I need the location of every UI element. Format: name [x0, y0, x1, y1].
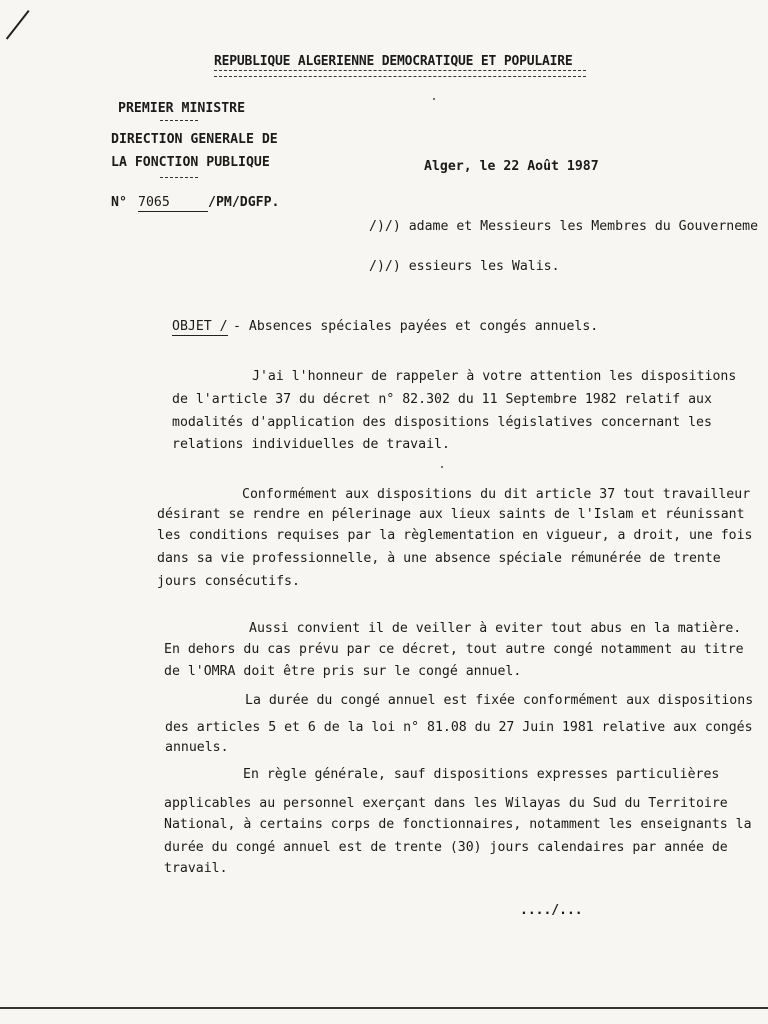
object-label: OBJET / — [172, 319, 228, 334]
paragraph-line: de l'OMRA doit être pris sur le congé annuel. — [164, 664, 522, 679]
paragraph-line: travail. — [164, 861, 228, 876]
paragraph-line: dans sa vie professionnelle, à une absence spéciale rémunérée de trente — [157, 551, 721, 566]
paragraph-line: de l'article 37 du décret n° 82.302 du 11 Septembre 1982 relatif aux — [172, 392, 712, 407]
paragraph-line: J'ai l'honneur de rappeler à votre attention les dispositions — [252, 369, 737, 384]
scan-speck — [433, 98, 435, 100]
place-date: Alger, le 22 Août 1987 — [424, 159, 599, 174]
direction-rule — [160, 177, 198, 178]
pen-mark — [6, 10, 30, 40]
recipient-line-1: /)/) adame et Messieurs les Membres du Gouverneme — [369, 219, 759, 234]
paragraph-line: durée du congé annuel est de trente (30) jours calendaires par année de — [164, 840, 728, 855]
paragraph-line: La durée du congé annuel est fixée conformément aux dispositions — [245, 693, 754, 708]
paragraph-line: désirant se rendre en pélerinage aux lieux saints de l'Islam et réunissant — [157, 507, 745, 522]
paragraph-line: Aussi convient il de veiller à eviter tout abus en la matière. — [249, 621, 742, 636]
paragraph-line: Conformément aux dispositions du dit article 37 tout travailleur — [242, 487, 751, 502]
ministry-rule — [160, 120, 198, 121]
reference-number: 7065 — [138, 195, 208, 212]
continuation-mark: ..../... — [520, 903, 583, 918]
paragraph-line: En règle générale, sauf dispositions expresses particulières — [243, 767, 720, 782]
title-rule — [214, 70, 586, 77]
paragraph-line: applicables au personnel exerçant dans les Wilayas du Sud du Territoire — [164, 796, 728, 811]
paragraph-line: En dehors du cas prévu par ce décret, tout autre congé notamment au titre — [164, 642, 744, 657]
recipient-line-2: /)/) essieurs les Walis. — [369, 259, 560, 274]
republic-title: REPUBLIQUE ALGERIENNE DEMOCRATIQUE ET POPULAIRE — [214, 54, 573, 69]
paragraph-line: annuels. — [165, 740, 229, 755]
scan-speck — [441, 466, 443, 468]
direction-line-2: LA FONCTION PUBLIQUE — [111, 155, 270, 170]
paragraph-line: jours consécutifs. — [157, 574, 300, 589]
object-text: - Absences spéciales payées et congés annuels. — [233, 319, 599, 334]
paragraph-line: les conditions requises par la règlementation en vigueur, a droit, une fois — [157, 528, 753, 543]
paragraph-line: des articles 5 et 6 de la loi n° 81.08 du 27 Juin 1981 relative aux congés — [165, 720, 753, 735]
reference-prefix: N° — [111, 195, 127, 210]
direction-line-1: DIRECTION GENERALE DE — [111, 132, 278, 147]
paragraph-line: relations individuelles de travail. — [172, 437, 450, 452]
paragraph-line: modalités d'application des dispositions législatives concernant les — [172, 415, 712, 430]
scan-edge-line — [0, 1007, 768, 1009]
ministry-label: PREMIER MINISTRE — [118, 101, 246, 116]
reference-suffix: /PM/DGFP. — [208, 195, 280, 210]
paragraph-line: National, à certains corps de fonctionnaires, notamment les enseignants la — [164, 817, 752, 832]
